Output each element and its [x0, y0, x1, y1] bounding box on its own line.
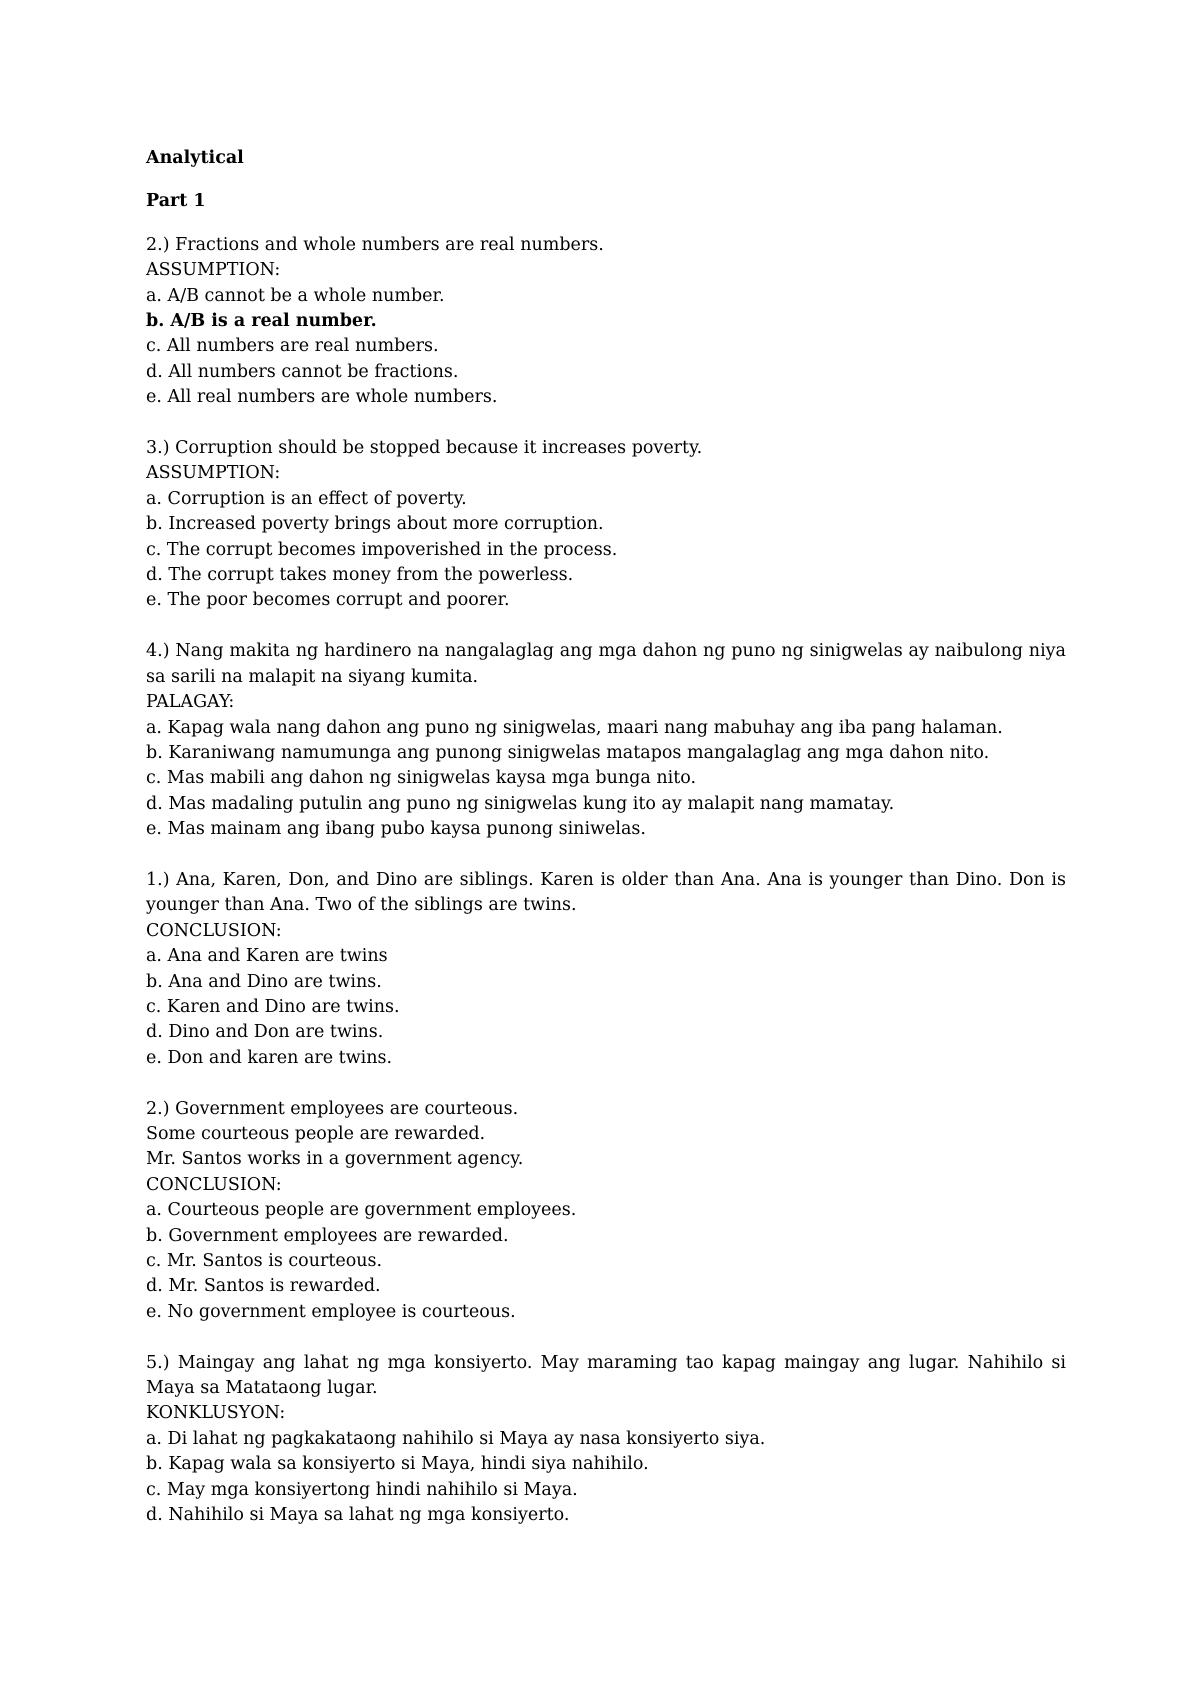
question-stem: 2.) Government employees are courteous. — [146, 1098, 519, 1119]
option-d: d. Dino and Don are twins. — [146, 1022, 384, 1043]
question-block — [146, 868, 1066, 1071]
question-block — [146, 1097, 1066, 1326]
question-premise: Some courteous people are rewarded. — [146, 1123, 486, 1144]
question-label: KONKLUSYON: — [146, 1403, 286, 1424]
option-c: c. May mga konsiyertong hindi nahihilo si Maya. — [146, 1479, 578, 1500]
option-d: d. All numbers cannot be fractions. — [146, 361, 459, 382]
option-b: b. Karaniwang namumunga ang punong sinigwelas matapos mangalaglag ang mga dahon nito. — [146, 742, 990, 763]
option-a: a. Di lahat ng pagkakataong nahihilo si Maya ay nasa konsiyerto siya. — [146, 1428, 766, 1449]
option-e: e. No government employee is courteous. — [146, 1301, 516, 1322]
question-label: ASSUMPTION: — [146, 463, 281, 484]
question-stem: 5.) Maingay ang lahat ng mga konsiyerto. May maraming tao kapag maingay ang lugar. Nahihilo si Maya sa Matataong lugar. — [146, 1352, 1066, 1399]
option-e: e. Don and karen are twins. — [146, 1047, 393, 1068]
option-e: e. All real numbers are whole numbers. — [146, 387, 498, 408]
question-stem: 2.) Fractions and whole numbers are real numbers. — [146, 234, 604, 255]
option-b: b. Increased poverty brings about more corruption. — [146, 514, 604, 535]
question-premise: Mr. Santos works in a government agency. — [146, 1149, 524, 1170]
option-d: d. The corrupt takes money from the powerless. — [146, 565, 574, 586]
document-page — [146, 146, 1066, 1554]
option-a: a. Courteous people are government employees. — [146, 1200, 577, 1221]
option-b: b. Kapag wala sa konsiyerto si Maya, hindi siya nahihilo. — [146, 1454, 649, 1475]
question-stem: 1.) Ana, Karen, Don, and Dino are siblings. Karen is older than Ana. Ana is younger than Dino. Don is younger than Ana. Two of the siblings are twins. — [146, 869, 1066, 916]
question-block — [146, 436, 1066, 614]
option-d: d. Nahihilo si Maya sa lahat ng mga konsiyerto. — [146, 1505, 570, 1526]
option-e: e. The poor becomes corrupt and poorer. — [146, 590, 510, 611]
option-a: a. Corruption is an effect of poverty. — [146, 488, 467, 509]
question-block — [146, 639, 1066, 842]
part-heading: Part 1 — [146, 191, 206, 212]
question-block — [146, 233, 1066, 411]
option-b-answer: b. A/B is a real number. — [146, 311, 377, 332]
option-c: c. Karen and Dino are twins. — [146, 996, 400, 1017]
option-c: c. Mas mabili ang dahon ng sinigwelas kaysa mga bunga nito. — [146, 768, 697, 789]
option-e: e. Mas mainam ang ibang pubo kaysa punong siniwelas. — [146, 819, 646, 840]
option-b: b. Government employees are rewarded. — [146, 1225, 509, 1246]
option-d: d. Mas madaling putulin ang puno ng sinigwelas kung ito ay malapit nang mamatay. — [146, 793, 895, 814]
question-stem: 3.) Corruption should be stopped because it increases poverty. — [146, 438, 703, 459]
question-label: ASSUMPTION: — [146, 260, 281, 281]
option-a: a. A/B cannot be a whole number. — [146, 285, 445, 306]
option-c: c. The corrupt becomes impoverished in the process. — [146, 539, 618, 560]
question-label: CONCLUSION: — [146, 1174, 282, 1195]
question-label: CONCLUSION: — [146, 920, 282, 941]
option-c: c. Mr. Santos is courteous. — [146, 1251, 383, 1271]
option-b: b. Ana and Dino are twins. — [146, 971, 382, 992]
option-d: d. Mr. Santos is rewarded. — [146, 1276, 381, 1297]
question-label: PALAGAY: — [146, 692, 235, 713]
option-c: c. All numbers are real numbers. — [146, 336, 439, 357]
question-block — [146, 1351, 1066, 1529]
option-a: a. Kapag wala nang dahon ang puno ng sinigwelas, maari nang mabuhay ang iba pang halaman. — [146, 717, 1003, 738]
question-stem: 4.) Nang makita ng hardinero na nangalaglag ang mga dahon ng puno ng sinigwelas ay naibulong niya sa sarili na malapit na siyang kumita. — [146, 641, 1066, 687]
document-title: Analytical — [146, 148, 244, 168]
option-a: a. Ana and Karen are twins — [146, 946, 388, 967]
